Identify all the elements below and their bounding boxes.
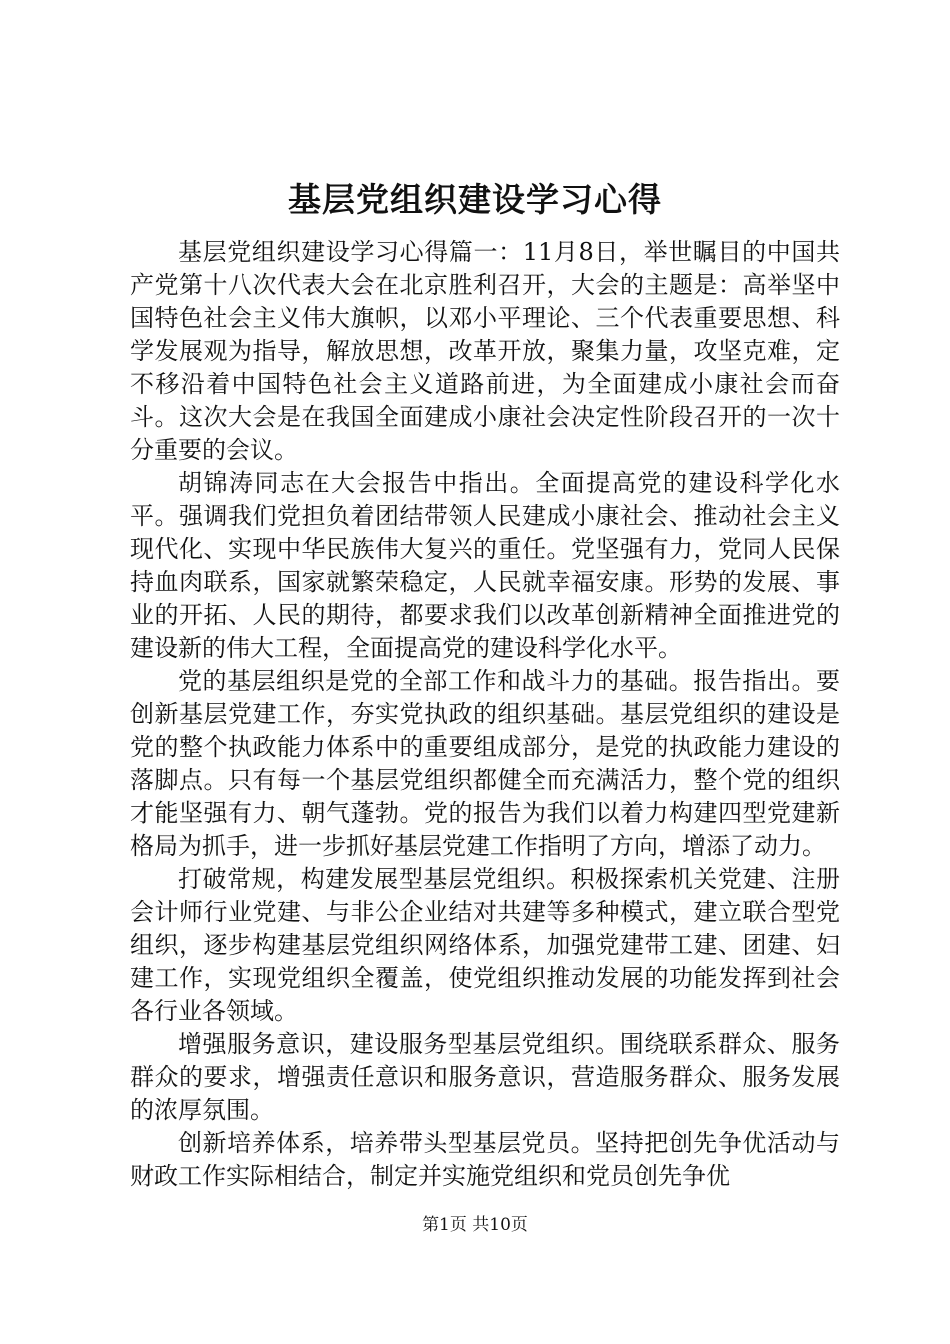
paragraph-1: 基层党组织建设学习心得篇一：11月8日，举世瞩目的中国共产党第十八次代表大会在北京胜利召开，大会的主题是：高举坚中国特色社会主义伟大旗帜，以邓小平理论、三个代表重要思想、科学发展观为指导，解放思想，改革开放，聚集力量，攻坚克难，定不移沿着中国特色社会主义道路前进，为全面建成小康社会而奋斗。这次大会是在我国全面建成小康社会决定性阶段召开的一次十分重要的会议。 [130,238,840,464]
page-number-footer: 第1页 共10页 [422,1215,528,1235]
document-body [130,236,840,1193]
paragraph-6: 创新培养体系，培养带头型基层党员。坚持把创先争优活动与财政工作实际相结合，制定并实施党组织和党员创先争优 [130,1129,840,1190]
paragraph-4: 打破常规，构建发展型基层党组织。积极探索机关党建、注册会计师行业党建、与非公企业结对共建等多种模式，建立联合型党组织，逐步构建基层党组织网络体系，加强党建带工建、团建、妇建工作，实现党组织全覆盖，使党组织推动发展的功能发挥到社会各行业各领域。 [130,865,840,1025]
document-title: 基层党组织建设学习心得 [288,180,662,219]
paragraph-3: 党的基层组织是党的全部工作和战斗力的基础。报告指出。要创新基层党建工作，夯实党执政的组织基础。基层党组织的建设是党的整个执政能力体系中的重要组成部分，是党的执政能力建设的落脚点。只有每一个基层党组织都健全而充满活力，整个党的组织才能坚强有力、朝气蓬勃。党的报告为我们以着力构建四型党建新格局为抓手，进一步抓好基层党建工作指明了方向，增添了动力。 [130,667,840,860]
paragraph-2: 胡锦涛同志在大会报告中指出。全面提高党的建设科学化水平。强调我们党担负着团结带领人民建成小康社会、推动社会主义现代化、实现中华民族伟大复兴的重任。党坚强有力，党同人民保持血肉联系，国家就繁荣稳定，人民就幸福安康。形势的发展、事业的开拓、人民的期待，都要求我们以改革创新精神全面推进党的建设新的伟大工程，全面提高党的建设科学化水平。 [130,469,840,662]
paragraph-5: 增强服务意识，建设服务型基层党组织。围绕联系群众、服务群众的要求，增强责任意识和服务意识，营造服务群众、服务发展的浓厚氛围。 [130,1030,840,1124]
